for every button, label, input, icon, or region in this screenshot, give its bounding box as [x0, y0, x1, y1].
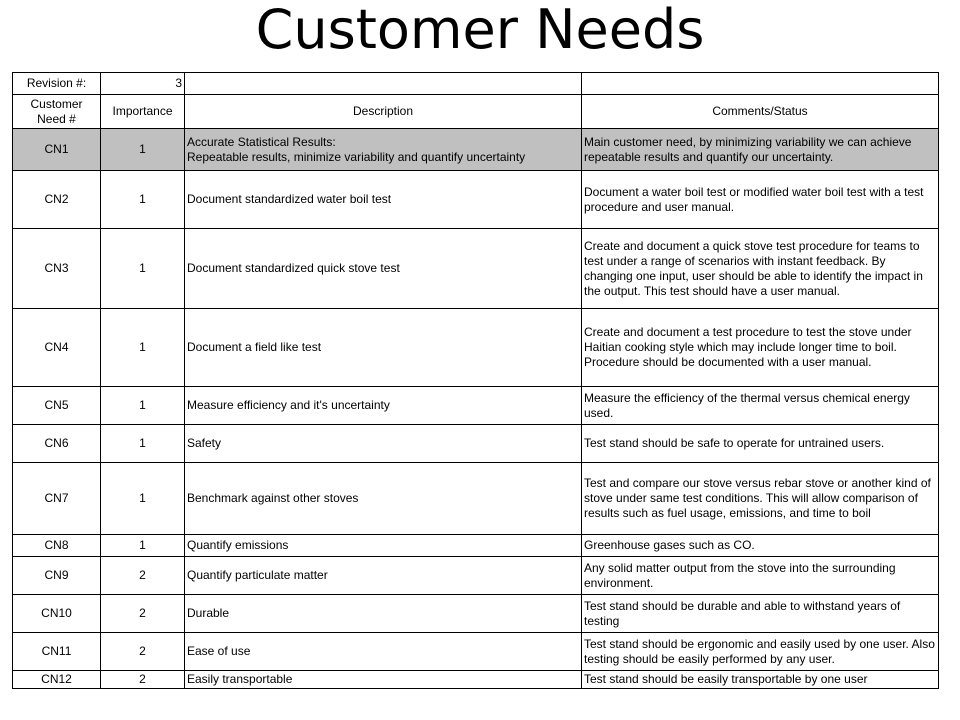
comments-cell: Test stand should be ergonomic and easily used by one user. Also testing should be easily performed by any user. — [582, 633, 939, 671]
importance-cell: 2 — [101, 671, 185, 689]
description-cell: Document a field like test — [185, 309, 582, 387]
importance-cell: 1 — [101, 309, 185, 387]
comments-cell: Test and compare our stove versus rebar stove or another kind of stove under same test conditions. This will allow comparison of results such as fuel usage, emissions, and time to boil — [582, 463, 939, 535]
table-row — [13, 633, 939, 671]
comments-cell: Test stand should be easily transportable by one user — [582, 671, 939, 689]
importance-cell: 1 — [101, 535, 185, 557]
comments-cell: Test stand should be safe to operate for untrained users. — [582, 425, 939, 463]
table-row — [13, 557, 939, 595]
empty-cell — [185, 73, 582, 95]
table-row — [13, 229, 939, 309]
need-id-cell: CN6 — [13, 425, 101, 463]
page-title: Customer Needs — [255, 0, 705, 61]
description-cell: Document standardized water boil test — [185, 171, 582, 229]
comments-cell: Create and document a test procedure to test the stove under Haitian cooking style which may include longer time to boil. Procedure should be documented with a user manual. — [582, 309, 939, 387]
description-cell: Safety — [185, 425, 582, 463]
need-id-cell: CN1 — [13, 129, 101, 171]
description-cell: Benchmark against other stoves — [185, 463, 582, 535]
description-cell: Quantify emissions — [185, 535, 582, 557]
table-row — [13, 387, 939, 425]
importance-cell: 1 — [101, 425, 185, 463]
description-cell: Quantify particulate matter — [185, 557, 582, 595]
table-row — [13, 463, 939, 535]
description-cell: Ease of use — [185, 633, 582, 671]
need-id-cell: CN2 — [13, 171, 101, 229]
table-row — [13, 171, 939, 229]
table-row — [13, 425, 939, 463]
importance-cell: 1 — [101, 463, 185, 535]
need-id-cell: CN7 — [13, 463, 101, 535]
need-id-cell: CN9 — [13, 557, 101, 595]
revision-label: Revision #: — [13, 73, 101, 95]
table-row — [13, 129, 939, 171]
need-id-cell: CN10 — [13, 595, 101, 633]
empty-cell — [582, 73, 939, 95]
comments-cell: Measure the efficiency of the thermal versus chemical energy used. — [582, 387, 939, 425]
comments-cell: Greenhouse gases such as CO. — [582, 535, 939, 557]
customer-needs-table — [12, 72, 939, 689]
header-comments: Comments/Status — [582, 95, 939, 129]
importance-cell: 2 — [101, 595, 185, 633]
need-id-cell: CN4 — [13, 309, 101, 387]
importance-cell: 1 — [101, 171, 185, 229]
description-cell: Accurate Statistical Results: Repeatable results, minimize variability and quantify uncertainty — [185, 129, 582, 171]
header-importance: Importance — [101, 95, 185, 129]
comments-cell: Test stand should be durable and able to withstand years of testing — [582, 595, 939, 633]
header-description: Description — [185, 95, 582, 129]
need-id-cell: CN3 — [13, 229, 101, 309]
description-cell: Measure efficiency and it's uncertainty — [185, 387, 582, 425]
need-id-cell: CN5 — [13, 387, 101, 425]
comments-cell: Create and document a quick stove test procedure for teams to test under a range of scenarios with instant feedback. By changing one input, user should be able to identify the impact in the output. This test should have a user manual. — [582, 229, 939, 309]
table-row — [13, 535, 939, 557]
comments-cell: Main customer need, by minimizing variability we can achieve repeatable results and quantify our uncertainty. — [582, 129, 939, 171]
revision-value: 3 — [101, 73, 185, 95]
header-need: Customer Need # — [13, 95, 101, 129]
comments-cell: Any solid matter output from the stove into the surrounding environment. — [582, 557, 939, 595]
importance-cell: 1 — [101, 387, 185, 425]
comments-cell: Document a water boil test or modified water boil test with a test procedure and user manual. — [582, 171, 939, 229]
importance-cell: 2 — [101, 633, 185, 671]
importance-cell: 1 — [101, 229, 185, 309]
description-cell: Easily transportable — [185, 671, 582, 689]
table-row — [13, 671, 939, 689]
importance-cell: 2 — [101, 557, 185, 595]
importance-cell: 1 — [101, 129, 185, 171]
table-row — [13, 595, 939, 633]
revision-row — [13, 73, 939, 95]
table-row — [13, 309, 939, 387]
description-cell: Document standardized quick stove test — [185, 229, 582, 309]
need-id-cell: CN12 — [13, 671, 101, 689]
header-row — [13, 95, 939, 129]
need-id-cell: CN11 — [13, 633, 101, 671]
description-cell: Durable — [185, 595, 582, 633]
need-id-cell: CN8 — [13, 535, 101, 557]
